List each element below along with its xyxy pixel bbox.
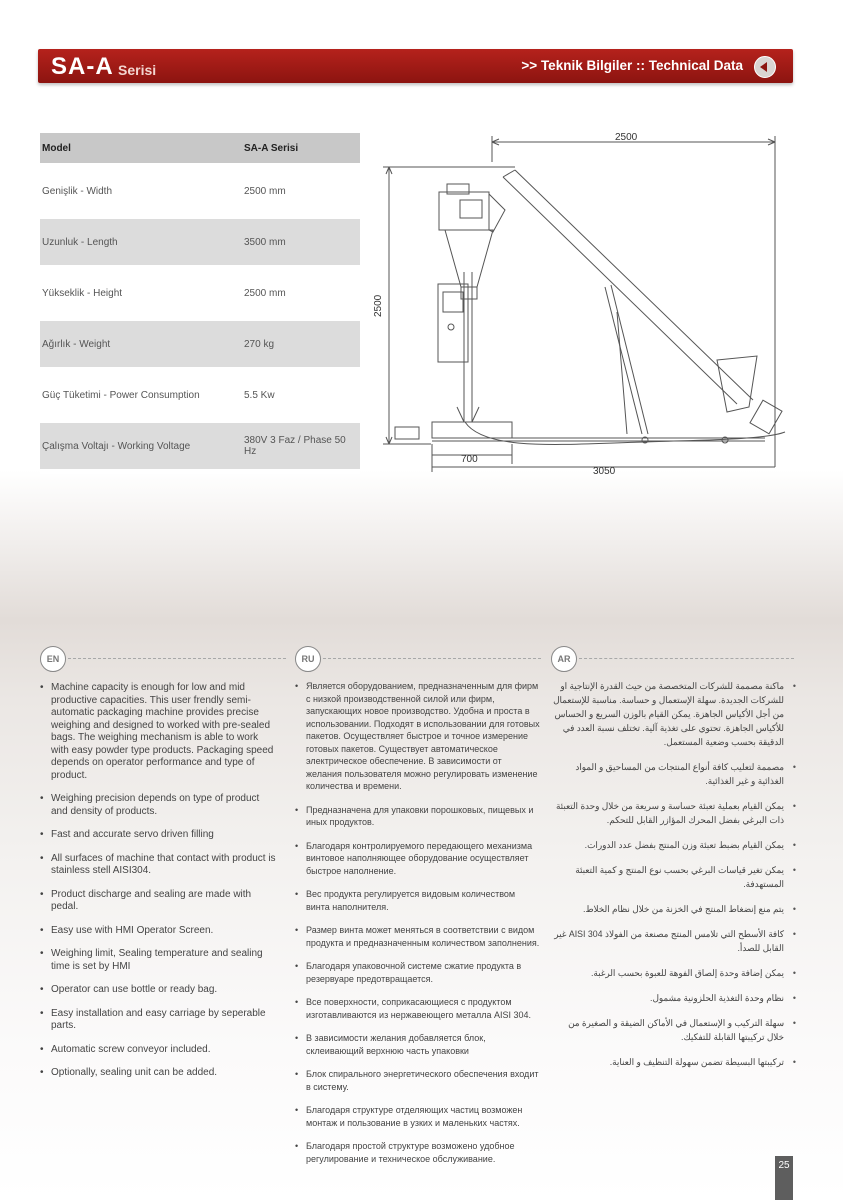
list-item: • All surfaces of machine that contact with product is stainless stell AISI304.: [40, 853, 278, 878]
ru-feature-list: [295, 680, 540, 1176]
list-item: • Automatic screw conveyor included.: [40, 1044, 278, 1057]
list-item: • Fast and accurate servo driven filling: [40, 829, 278, 842]
spec-row: [40, 268, 360, 319]
model-title: SA-A: [51, 53, 114, 80]
dim-total-label: 3050: [593, 466, 616, 477]
list-item: • تركيبتها البسيطة تضمن سهولة التنظيف و العناية.: [550, 1055, 794, 1069]
spec-label: Genişlik - Width: [40, 166, 242, 217]
spec-value: 5.5 Kw: [242, 370, 360, 421]
spec-value: 2500 mm: [242, 166, 360, 217]
list-item: • يتم منع إنضغاط المنتج في الخزنة من خلال نظام الخلاط.: [550, 902, 794, 916]
list-item: • يمكن إضافة وحدة إلصاق الفوهة للعبوة بحسب الرغبة.: [550, 966, 794, 980]
list-item: • Все поверхности, соприкасающиеся с продуктом изготавливаются из нержавеющего металла AISI 304.: [295, 996, 540, 1021]
list-item: • Благодаря контролируемого передающего механизма винтовое наполняющее оборудование осуществляет быстрое наполнение.: [295, 840, 540, 878]
spec-row: [40, 421, 360, 472]
series-label: Serisi: [118, 62, 157, 78]
en-divider: [68, 658, 286, 659]
spec-label: Uzunluk - Length: [40, 217, 242, 268]
list-item: • يمكن القيام بضبط تعبئة وزن المنتج بفضل عدد الدورات.: [550, 838, 794, 852]
list-item: • مصممة لتعليب كافة أنواع المنتجات من المساحيق و المواد الغذائية و غير الغذائية.: [550, 760, 794, 788]
ar-divider: [579, 658, 794, 659]
spec-label: Ağırlık - Weight: [40, 319, 242, 370]
list-item: • Размер винта может меняться в соответствии с видом продукта и предназначенным количеством заполнения.: [295, 924, 540, 949]
en-feature-list: [40, 682, 278, 1091]
spec-table: [40, 133, 360, 474]
list-item: • Является оборудованием, предназначенным для фирм с низкой производственной силой или фирм, запускающих новое производство. Удобна и проста в использовании. Подходят в использовании для готовых пакетов. Осуществляет быстрое и точное измерение готовых пакетов. Существует автоматическое электрическое обеспечение. В зависимости от желания пользователя можно регулировать изменение количества и времени.: [295, 680, 540, 793]
spec-row: [40, 370, 360, 421]
page-number: 25: [775, 1156, 793, 1200]
list-item: • Product discharge and sealing are made with pedal.: [40, 889, 278, 914]
list-item: • كافة الأسطح التي تلامس المنتج مصنعة من الفولاذ AISI 304 غير القابل للصدأ.: [550, 927, 794, 955]
title-bar: [38, 49, 793, 83]
spec-header-value: SA-A Serisi: [242, 133, 360, 166]
spec-header-label: Model: [40, 133, 242, 166]
list-item: • Machine capacity is enough for low and mid productive capacities. This user frendly semi-automatic packaging machine provides precise weighing and designed to worked with pre-sealed bags. The weighing mechanism is able to work with easy powder type products. Packaging speed depends on operator performance and type of product.: [40, 682, 278, 782]
list-item: • В зависимости желания добавляется блок, склеивающий верхнюю часть упаковки: [295, 1032, 540, 1057]
list-item: • Easy use with HMI Operator Screen.: [40, 925, 278, 938]
ar-badge: AR: [551, 646, 577, 672]
list-item: • Вес продукта регулируется видовым количеством винта наполнителя.: [295, 888, 540, 913]
list-item: • Благодаря структуре отделяющих частиц возможен монтаж и пользование в узких и маленьких частях.: [295, 1104, 540, 1129]
spec-row: [40, 217, 360, 268]
spec-value: 380V 3 Faz / Phase 50 Hz: [242, 421, 360, 472]
machine-drawing: [365, 122, 795, 482]
list-item: • Блок спирального энергетического обеспечения входит в систему.: [295, 1068, 540, 1093]
list-item: • Благодаря простой структуре возможено удобное регулирование и техническое обслуживание.: [295, 1140, 540, 1165]
list-item: • Optionally, sealing unit can be added.: [40, 1067, 278, 1080]
ru-badge: RU: [295, 646, 321, 672]
dim-left-label: 2500: [373, 294, 384, 317]
list-item: • ماكنة مصممة للشركات المتخصصة من حيث القدرة الإنتاجية او للشركات الجديدة. سهلة الإستعمال و حساسة. مناسبة للإستعمال من أجل الأكياس الجاهزة. يمكن القيام بالوزن السريع و الحساس للأكياس الجاهزة. تحتوي على تغذية آلية. تختلف نسبة العدد في الدقيقة بحسب وضعية المستعمل.: [550, 679, 794, 749]
spec-value: 2500 mm: [242, 268, 360, 319]
ru-divider: [323, 658, 541, 659]
spec-row: [40, 166, 360, 217]
list-item: • Благодаря упаковочной системе сжатие продукта в резервуаре предотвращается.: [295, 960, 540, 985]
list-item: • Easy installation and easy carriage by seperable parts.: [40, 1008, 278, 1033]
back-arrow-icon[interactable]: [754, 56, 776, 78]
list-item: • نظام وحدة التغذية الحلزونية مشمول.: [550, 991, 794, 1005]
section-title: >> Teknik Bilgiler :: Technical Data: [521, 58, 743, 73]
spec-label: Yükseklik - Height: [40, 268, 242, 319]
list-item: • يمكن تغير قياسات البرغي بحسب نوع المنتج و كمية التعبئة المستهدفة.: [550, 863, 794, 891]
list-item: • Weighing limit, Sealing temperature and sealing time is set by HMI: [40, 948, 278, 973]
spec-value: 3500 mm: [242, 217, 360, 268]
list-item: • يمكن القيام بعملية تعبئة حساسة و سريعة من خلال وحدة التعبئة ذات البرغي بفضل المحرك المؤازر القابل للتحكم.: [550, 799, 794, 827]
spec-row: [40, 319, 360, 370]
list-item: • Operator can use bottle or ready bag.: [40, 984, 278, 997]
spec-value: 270 kg: [242, 319, 360, 370]
dim-base-label: 700: [461, 454, 478, 465]
list-item: • Предназначена для упаковки порошковых, пищевых и иных продуктов.: [295, 804, 540, 829]
en-badge: EN: [40, 646, 66, 672]
spec-header-row: [40, 133, 360, 166]
list-item: • Weighing precision depends on type of product and density of products.: [40, 793, 278, 818]
dim-top-label: 2500: [615, 132, 638, 143]
spec-label: Çalışma Voltajı - Working Voltage: [40, 421, 242, 472]
spec-label: Güç Tüketimi - Power Consumption: [40, 370, 242, 421]
list-item: • سهلة التركيب و الإستعمال في الأماكن الضيقة و الصغيرة من خلال تركيبتها القابلة للتفكيك.: [550, 1016, 794, 1044]
ar-feature-list: [550, 679, 794, 1080]
